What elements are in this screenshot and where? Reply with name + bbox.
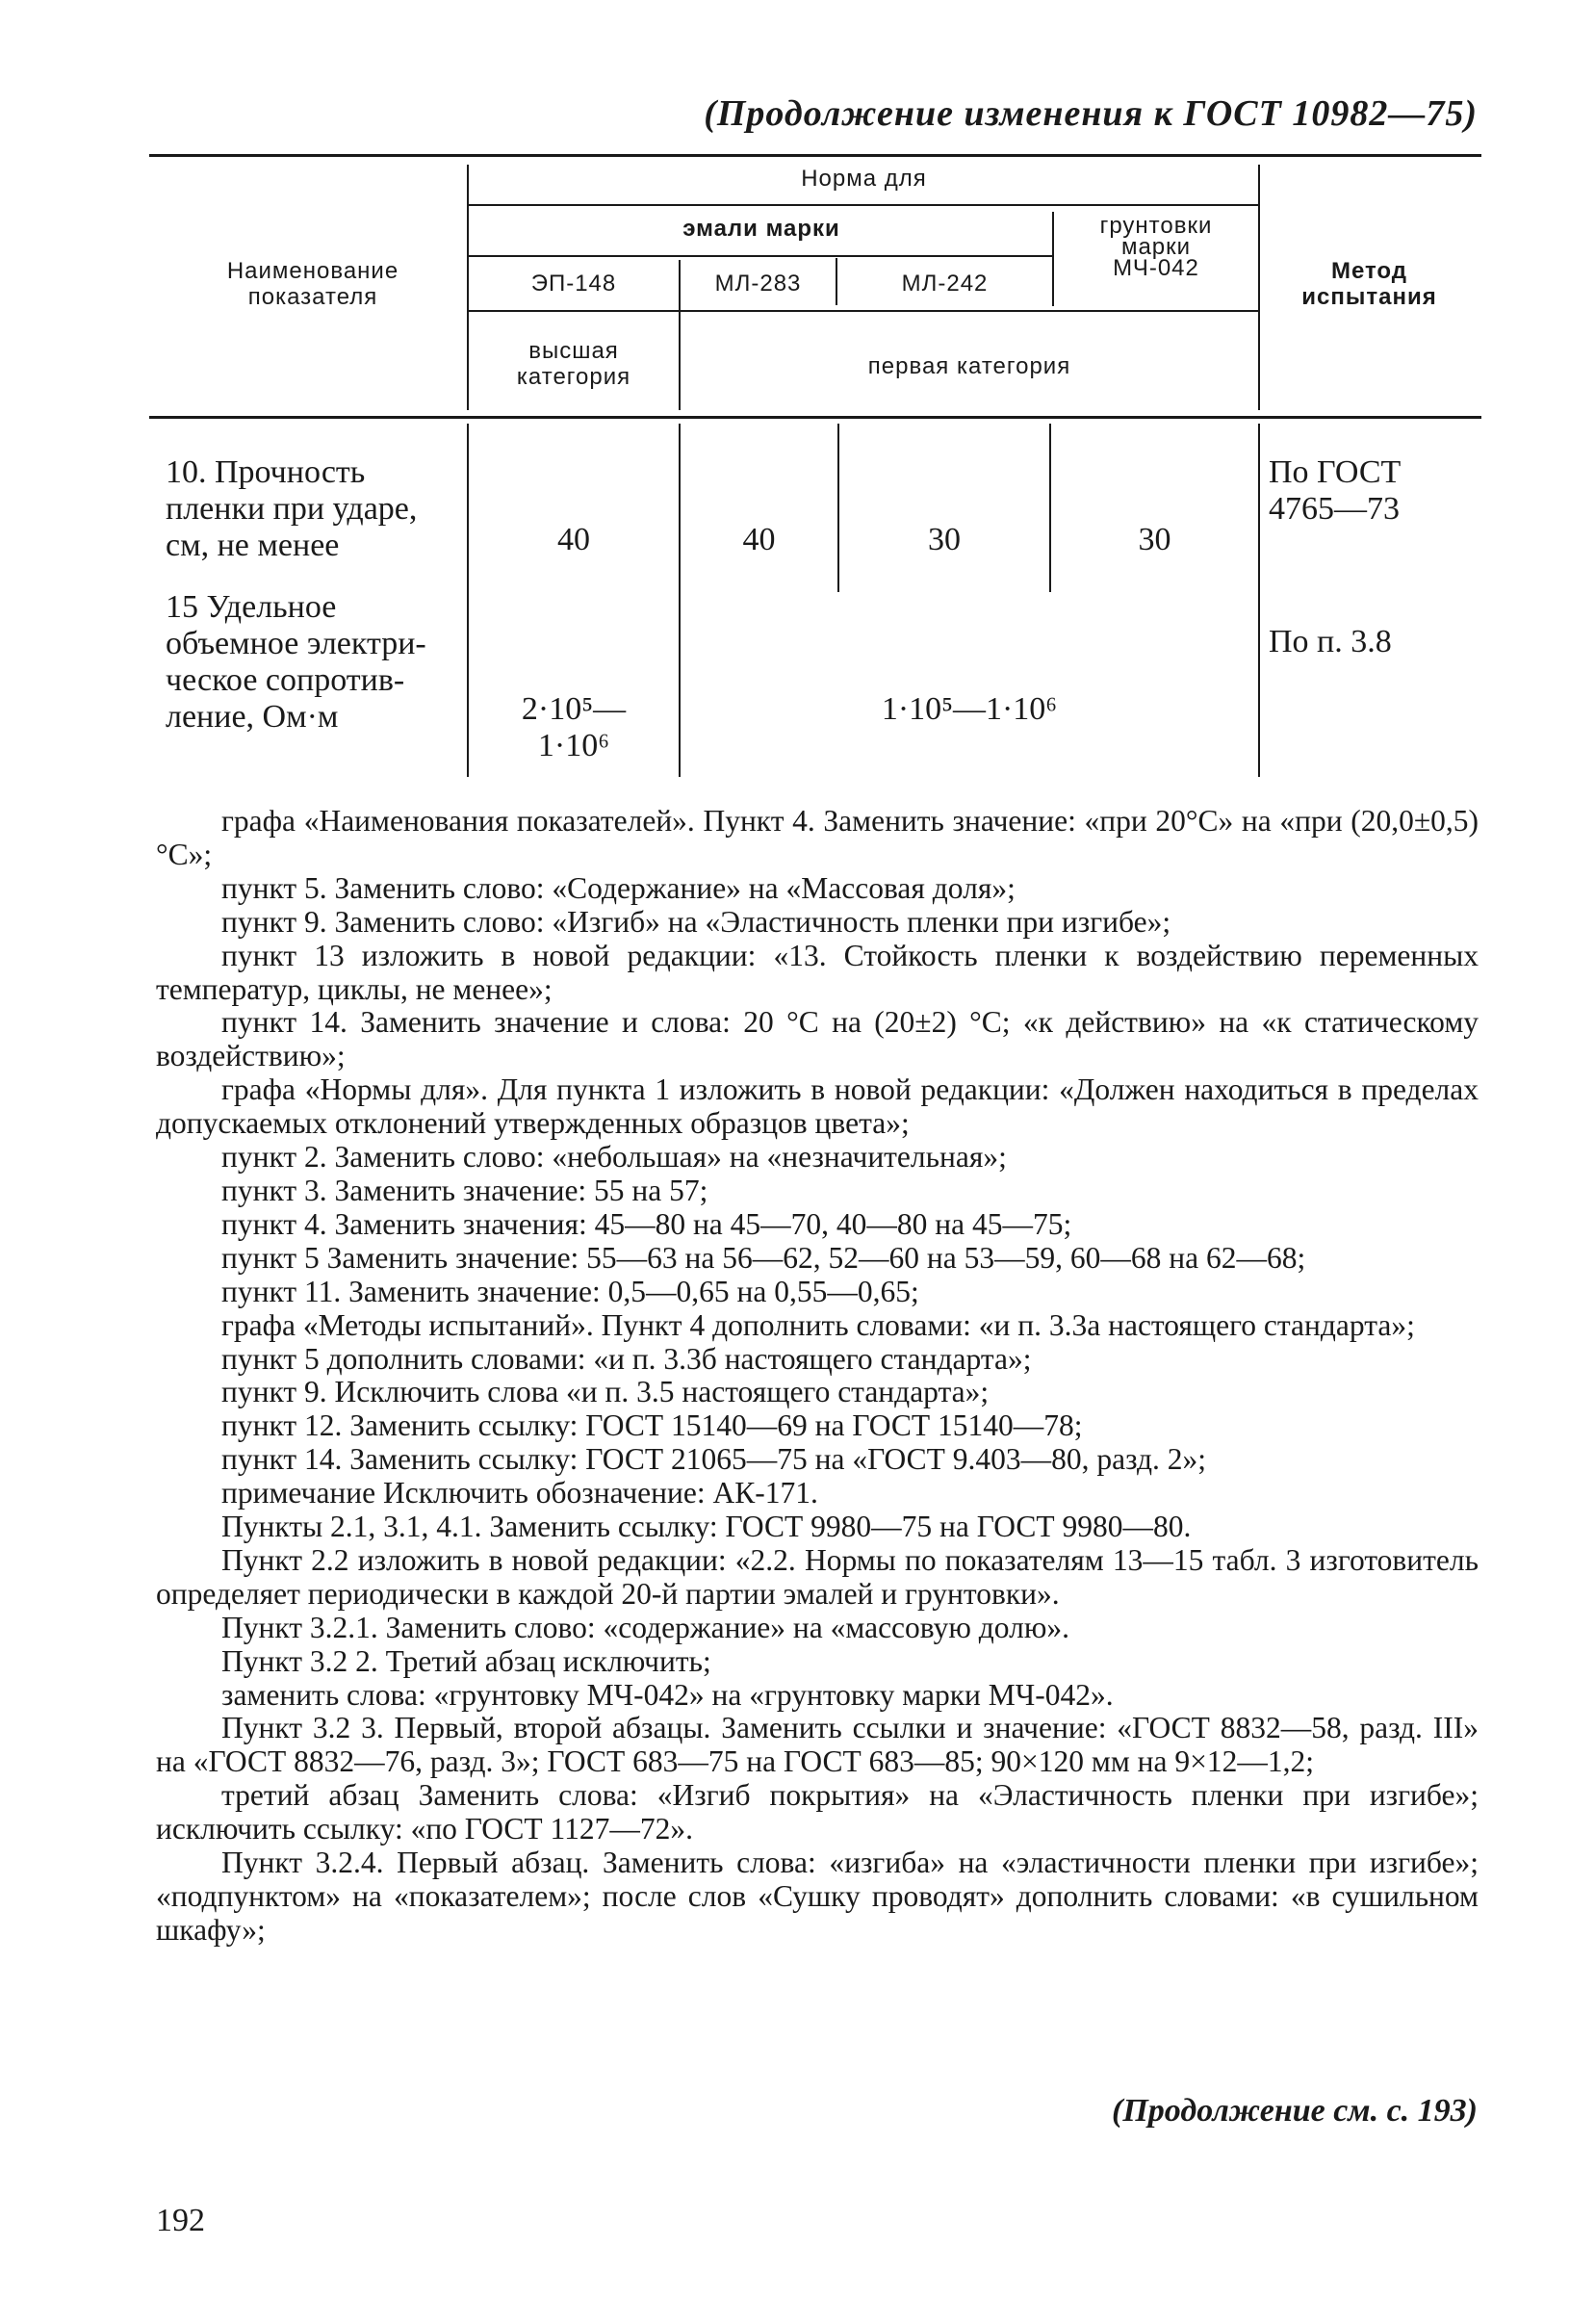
rule-under-norm-for <box>469 204 1259 206</box>
paragraph: пункт 4. Заменить значения: 45—80 на 45—70, 40—80 на 45—75; <box>221 1206 1072 1241</box>
rule-under-enamel-brand <box>469 255 1054 257</box>
row-10-method: По ГОСТ 4765—73 <box>1269 454 1402 527</box>
paragraph: Пункт 3.2 3. Первый, второй абзацы. Заменить ссылки и значение: «ГОСТ 8832—58, разд. III» на «ГОСТ 8832—76, разд. 3»; ГОСТ 683—75 на ГОСТ 683—85; 90×120 мм на 9×12—1,2; <box>156 1711 1479 1779</box>
page-number: 192 <box>156 2203 205 2238</box>
paragraph: пункт 5 дополнить словами: «и п. 3.3б настоящего стандарта»; <box>221 1341 1032 1376</box>
paragraph: пункт 12. Заменить ссылку: ГОСТ 15140—69 на ГОСТ 15140—78; <box>221 1408 1083 1443</box>
paragraph: Пункт 2.2 изложить в новой редакции: «2.2. Нормы по показателям 13—15 табл. 3 изготовитель определяет периодически в каждой 20-й партии эмалей и грунтовки». <box>156 1542 1479 1611</box>
paragraph: пункт 9. Заменить слово: «Изгиб» на «Эластичность пленки при изгибе»; <box>221 904 1171 939</box>
paragraph: пункт 11. Заменить значение: 0,5—0,65 на 0,55—0,65; <box>221 1274 919 1308</box>
paragraph: графа «Нормы для». Для пункта 1 изложить в новой редакции: «Должен находиться в пределах допускаемых отклонений утвержденных образцов цвета»; <box>156 1072 1479 1141</box>
row-10-name: 10. Прочность пленки при ударе, см, не менее <box>166 454 418 563</box>
paragraph: пункт 14. Заменить ссылку: ГОСТ 21065—75 на «ГОСТ 9.403—80, разд. 2»; <box>221 1442 1207 1477</box>
paragraph: заменить слова: «грунтовку МЧ-042» на «грунтовку марки МЧ-042». <box>221 1677 1114 1712</box>
paragraph: пункт 3. Заменить значение: 55 на 57; <box>221 1173 708 1207</box>
paragraph: Пункты 2.1, 3.1, 4.1. Заменить ссылку: ГОСТ 9980—75 на ГОСТ 9980—80. <box>221 1510 1192 1544</box>
header-enamel-brand: эмали марки <box>682 216 840 242</box>
paragraph: примечание Исключить обозначение: АК-171. <box>221 1476 818 1511</box>
row-10-ml242: 30 <box>928 522 961 557</box>
amendment-text <box>156 805 1479 1948</box>
body-vline-5 <box>1258 424 1260 777</box>
header-indicator: Наименование показателя <box>226 258 399 310</box>
paragraph: графа «Методы испытаний». Пункт 4 дополнить словами: «и п. 3.3а настоящего стандарта»; <box>221 1307 1415 1342</box>
row-15-name: 15 Удельное объемное электри- ческое сопротив- ление, Ом·м <box>166 589 426 735</box>
header-code-ep148: ЭП-148 <box>530 271 617 297</box>
paragraph: Пункт 3.2 2. Третий абзац исключить; <box>221 1643 711 1678</box>
paragraph: Пункт 3.2.4. Первый абзац. Заменить слова: «изгиба» на «эластичности пленки при изгибе»; «подпунктом» на «показателем»; после слов «Сушку проводят» дополнить словами: «в сушильном шкафу»; <box>156 1846 1479 1947</box>
header-primer-brand: грунтовки марки МЧ-042 <box>1099 213 1213 281</box>
table-top-rule <box>149 154 1481 157</box>
row-10-ml283: 40 <box>742 522 776 557</box>
header-first-category: первая категория <box>867 353 1071 379</box>
body-vline-3 <box>837 424 839 592</box>
paragraph: графа «Наименования показателей». Пункт 4. Заменить значение: «при 20°С» на «при (20,0±0,5) °С»; <box>156 804 1479 871</box>
paragraph: третий абзац Заменить слова: «Изгиб покрытия» на «Эластичность пленки при изгибе»; исключить ссылку: «по ГОСТ 1127—72». <box>156 1778 1479 1846</box>
paragraph: пункт 9. Исключить слова «и п. 3.5 настоящего стандарта»; <box>221 1375 990 1409</box>
row-10-ep148: 40 <box>557 522 590 557</box>
rule-under-codes <box>469 310 1259 312</box>
header-code-ml283: МЛ-283 <box>714 271 802 297</box>
paragraph: Пункт 3.2.1. Заменить слово: «содержание» на «массовую долю». <box>221 1610 1069 1644</box>
row-15-ep148: 2·10⁵— 1·10⁶ <box>521 691 627 763</box>
row-15-method: По п. 3.8 <box>1269 624 1392 659</box>
paragraph: пункт 5 Заменить значение: 55—63 на 56—62, 52—60 на 53—59, 60—68 на 62—68; <box>221 1240 1306 1275</box>
body-vline-4 <box>1049 424 1051 592</box>
paragraph: пункт 14. Заменить значение и слова: 20 °С на (20±2) °С; «к действию» на «к статическому воздействию»; <box>156 1005 1479 1073</box>
paragraph: пункт 5. Заменить слово: «Содержание» на «Массовая доля»; <box>221 870 1016 905</box>
footer-continuation-note: (Продолжение см. с. 193) <box>1112 2093 1478 2129</box>
header-norm-for: Норма для <box>801 166 927 192</box>
row-15-first-category-value: 1·10⁵—1·10⁶ <box>881 691 1058 727</box>
header-method: Метод испытания <box>1301 258 1437 310</box>
paragraph: пункт 13 изложить в новой редакции: «13. Стойкость пленки к воздействию переменных температур, циклы, не менее»; <box>156 938 1479 1006</box>
paragraph: пункт 2. Заменить слово: «небольшая» на «незначительная»; <box>221 1140 1007 1175</box>
header-highest-category: высшая категория <box>516 338 631 390</box>
header-continuation-note: (Продолжение изменения к ГОСТ 10982—75) <box>704 93 1478 134</box>
table-header-bottom-rule <box>149 416 1481 419</box>
row-10-mch042: 30 <box>1138 522 1171 557</box>
header-code-ml242: МЛ-242 <box>901 271 989 297</box>
header-vline-5 <box>1258 165 1260 410</box>
